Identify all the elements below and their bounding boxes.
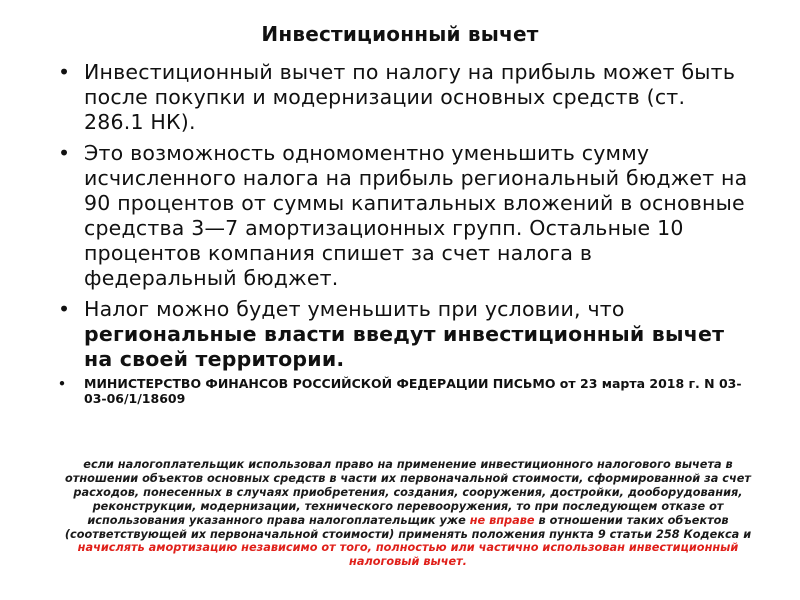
bullet-text: Это возможность одномоментно уменьшить сумму исчисленного налога на прибыль региональный бюджет на 90 процентов от суммы капитальных вложений в основные средства 3—7 амортизационных групп. Остальные 10 процентов компания спишет за счет налога в федеральный бюджет. xyxy=(84,141,748,290)
note-highlight: начислять амортизацию независимо от того, полностью или частично использован инвестиционный налоговый вычет. xyxy=(77,541,739,569)
bullet-dot: • xyxy=(58,60,71,84)
bullet-text: Инвестиционный вычет по налогу на прибыль может быть после покупки и модернизации основных средств (ст. 286.1 НК). xyxy=(84,60,736,134)
bullet-dot: • xyxy=(58,376,66,391)
source-letter-text: МИНИСТЕРСТВО ФИНАНСОВ РОССИЙСКОЙ ФЕДЕРАЦИИ ПИСЬМО от 23 марта 2018 г. N 03-03-06/1/18609 xyxy=(84,376,742,406)
slide-title: Инвестиционный вычет xyxy=(261,22,539,46)
bullet-list xyxy=(58,60,748,406)
note-text: если налогоплательщик использовал право на применение инвестиционного налогового вычета в отношении объектов основных средств в части их первоначальной стоимости, сформированной за счет расходов, понесенных в случаях приобретения, создания, сооружения, достройки, дооборудования, реконструкции, модернизации, технического перевооружения, то при последующем отказе от использования указанного права налогоплательщик уже xyxy=(65,458,751,527)
bullet-text-bold: региональные власти введут инвестиционный вычет на своей территории. xyxy=(84,322,725,371)
note-text: в отношении таких объектов (соответствующей их первоначальной стоимости) применять положения пункта 9 статьи 258 Кодекса и xyxy=(64,513,752,541)
footnote-paragraph xyxy=(58,458,758,569)
bullet-dot: • xyxy=(58,297,71,321)
bullet-item-condition xyxy=(58,297,748,372)
note-highlight: не вправе xyxy=(469,513,535,527)
bullet-dot: • xyxy=(58,141,71,165)
bullet-item-tax-reduction xyxy=(58,141,748,291)
bullet-item-source-letter xyxy=(58,376,748,406)
bullet-item-investment-deduction xyxy=(58,60,748,135)
bullet-text: Налог можно будет уменьшить при условии, что xyxy=(84,297,625,321)
